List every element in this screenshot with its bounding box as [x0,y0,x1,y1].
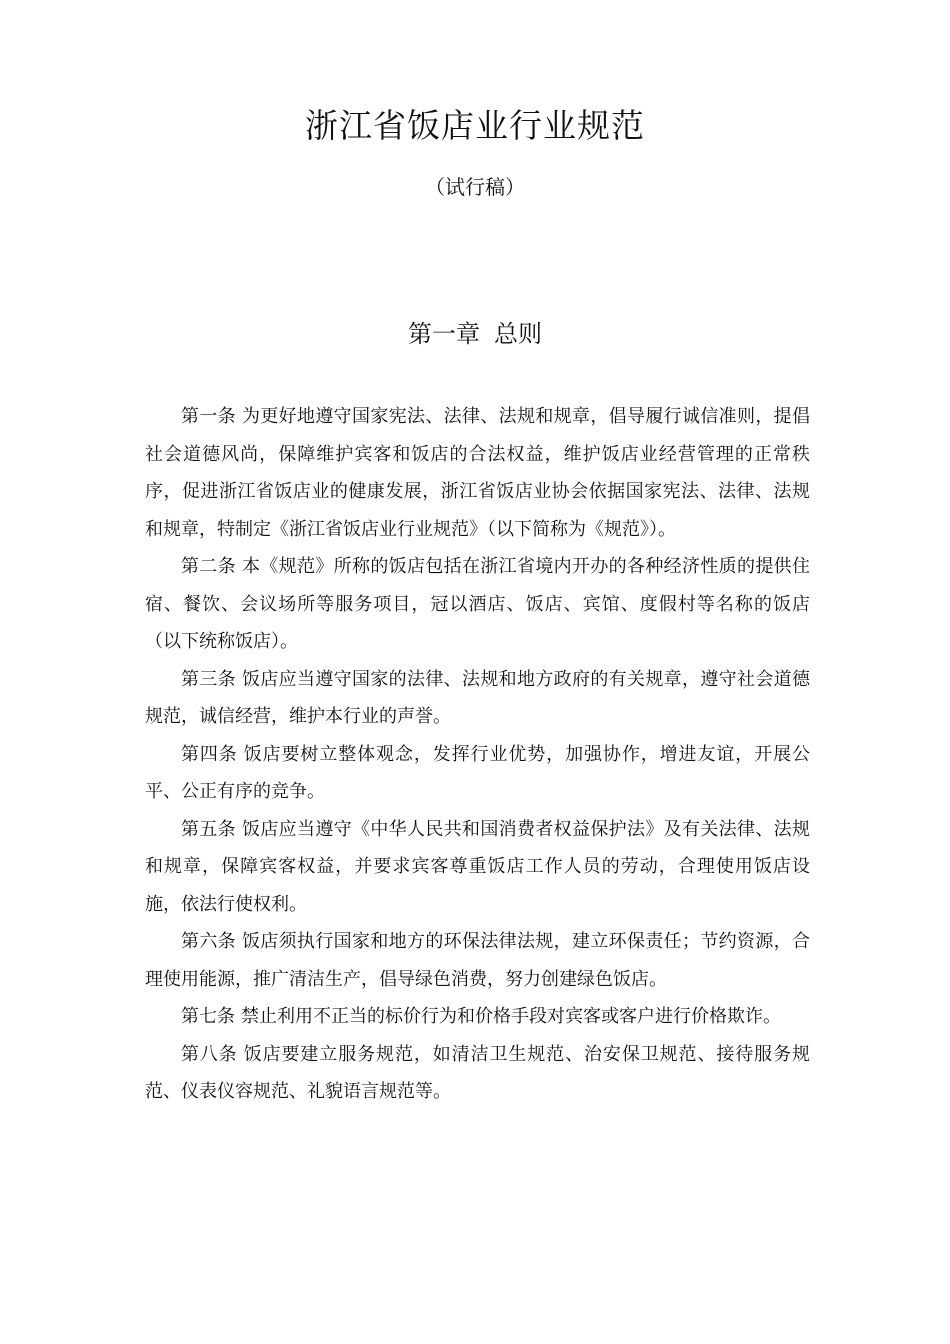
chapter-heading [0,314,950,354]
article-paragraph [145,811,810,924]
article-text: 禁止利用不正当的标价行为和价格手段对宾客或客户进行价格欺诈。 [241,1006,781,1027]
document-title: 浙江省饭店业行业规范 [305,106,645,145]
article-label: 第八条 [181,1043,238,1065]
article-label: 第六条 [181,931,236,952]
article-paragraph [145,1036,810,1111]
article-label: 第一条 [181,406,236,427]
article-paragraph [145,398,810,548]
article-paragraph [145,736,810,811]
article-label: 第三条 [181,668,236,690]
article-text: 饭店须执行国家和地方的环保法律法规，建立环保责任；节约资源，合理使用能源，推广清洁生产，倡导绿色消费，努力创建绿色饭店。 [145,931,810,990]
article-label: 第七条 [181,1006,235,1027]
article-text: 为更好地遵守国家宪法、法律、法规和规章，倡导履行诚信准则，提倡社会道德风尚，保障维护宾客和饭店的合法权益，维护饭店业经营管理的正常秩序，促进浙江省饭店业的健康发展，浙江省饭店业协会依据国家宪法、法律、法规和规章，特制定《浙江省饭店业行业规范》（以下简称为《规范》）。 [145,406,810,540]
article-paragraph [145,998,810,1036]
article-paragraph [145,923,810,998]
article-label: 第五条 [181,818,236,840]
article-text: 饭店要树立整体观念，发挥行业优势，加强协作，增进友谊，开展公平、公正有序的竞争。 [145,743,810,802]
article-text: 饭店要建立服务规范，如清洁卫生规范、治安保卫规范、接待服务规范、仪表仪容规范、礼貌语言规范等。 [145,1043,810,1102]
article-text: 饭店应当遵守国家的法律、法规和地方政府的有关规章，遵守社会道德规范，诚信经营，维护本行业的声誉。 [145,668,810,727]
article-paragraph [145,661,810,736]
document-subtitle: （试行稿） [425,175,525,199]
chapter-name: 总则 [494,320,542,348]
article-text: 饭店应当遵守《中华人民共和国消费者权益保护法》及有关法律、法规和规章，保障宾客权益，并要求宾客尊重饭店工作人员的劳动，合理使用饭店设施，依法行使权利。 [145,818,810,915]
article-paragraph [145,548,810,661]
article-label: 第四条 [181,743,238,765]
chapter-number: 第一章 [408,320,480,348]
articles-list [145,398,810,1111]
article-text: 本《规范》所称的饭店包括在浙江省境内开办的各种经济性质的提供住宿、餐饮、会议场所等服务项目，冠以酒店、饭店、宾馆、度假村等名称的饭店（以下统称饭店）。 [145,556,810,652]
article-label: 第二条 [181,556,236,577]
